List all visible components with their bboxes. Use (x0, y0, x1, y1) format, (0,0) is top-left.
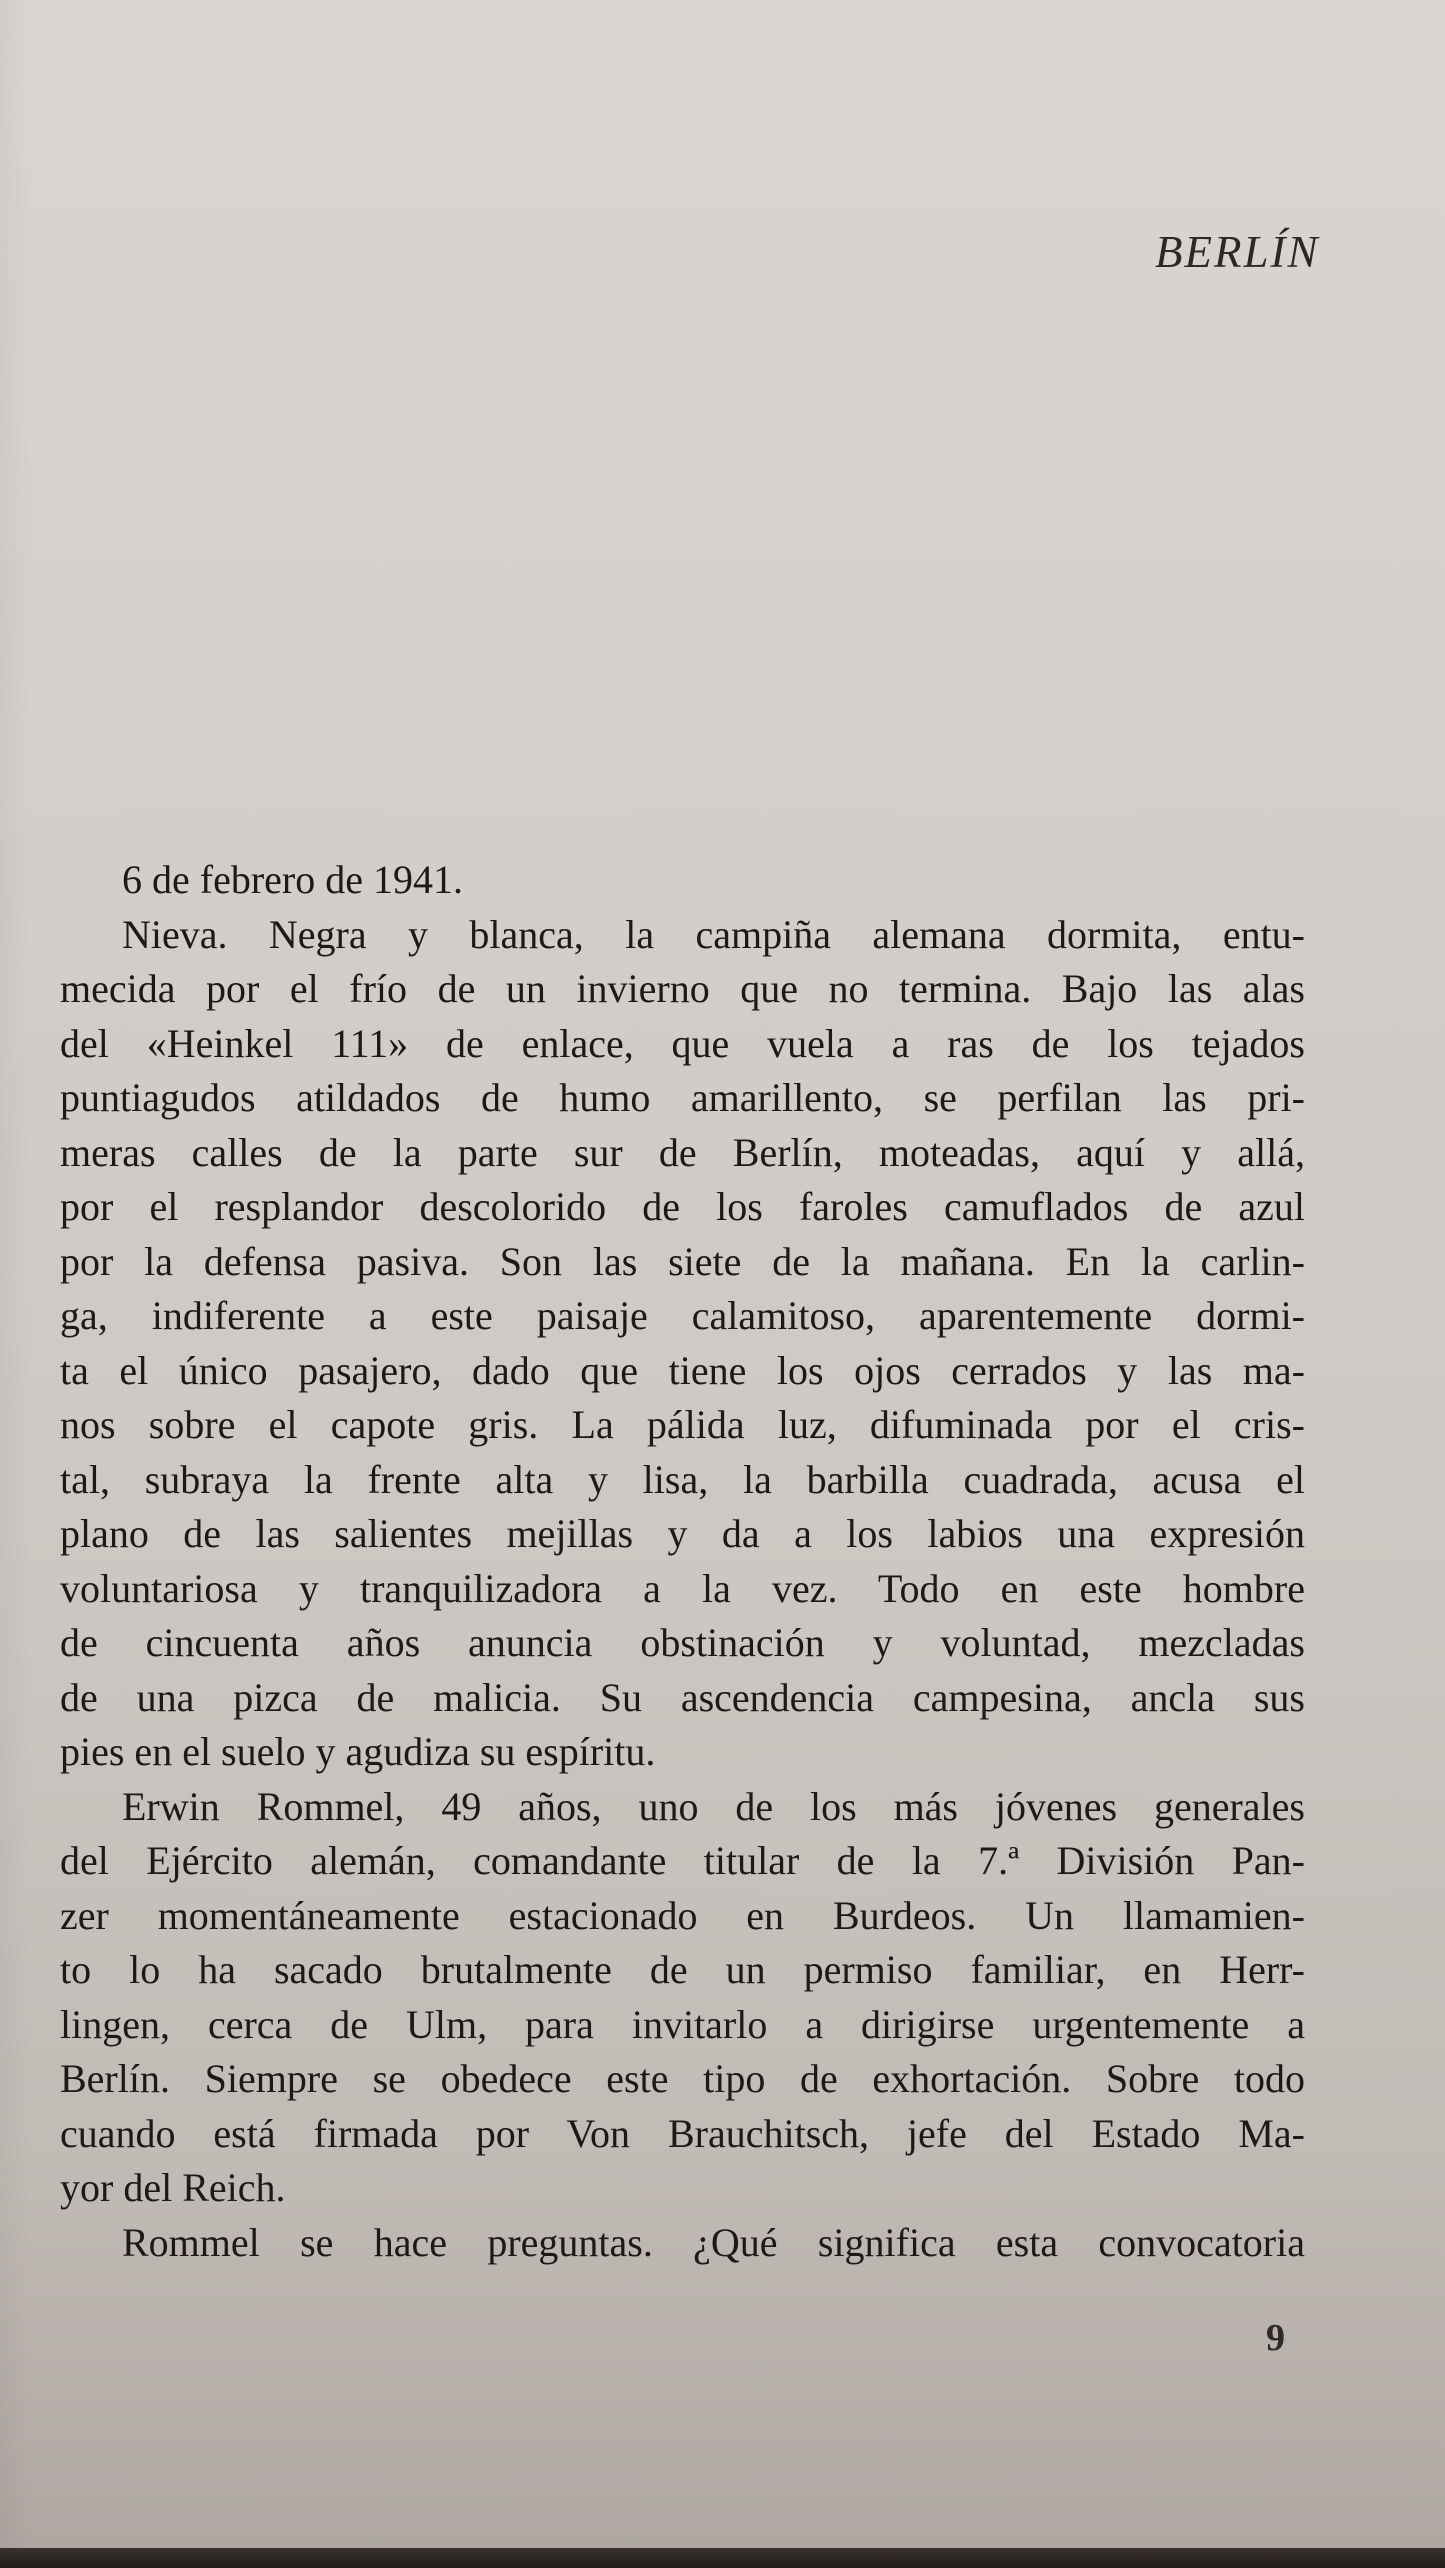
text-line: nos sobre el capote gris. La pálida luz, difuminada por el cris- (60, 1402, 1305, 1447)
text-line: puntiagudos atildados de humo amarillento, se perfilan las pri- (60, 1075, 1305, 1120)
text-line: pies en el suelo y agudiza su espíritu. (60, 1729, 656, 1774)
page-number: 9 (1266, 2317, 1285, 2359)
text-line: mecida por el frío de un invierno que no termina. Bajo las alas (60, 966, 1305, 1011)
text-line: zer momentáneamente estacionado en Burdeos. Un llamamien- (60, 1892, 1305, 1938)
show-through-text (60, 220, 1360, 780)
text-line: del «Heinkel 111» de enlace, que vuela a ras de los tejados (60, 1020, 1305, 1066)
text-line: yor del Reich. (60, 2165, 286, 2210)
text-line: meras calles de la parte sur de Berlín, moteadas, aquí y allá, (60, 1129, 1305, 1175)
text-line: lingen, cerca de Ulm, para invitarlo a dirigirse urgentemente a (60, 2001, 1305, 2047)
text-line: voluntariosa y tranquilizadora a la vez. Todo en este hombre (60, 1565, 1305, 1611)
text-line: to lo ha sacado brutalmente de un permiso familiar, en Herr- (60, 1947, 1305, 1992)
text-line: Rommel se hace preguntas. ¿Qué significa esta convocatoria (122, 2219, 1305, 2265)
text-line: Berlín. Siempre se obedece este tipo de exhortación. Sobre todo (60, 2056, 1305, 2101)
text-line: cuando está firmada por Von Brauchitsch, jefe del Estado Ma- (60, 2110, 1305, 2156)
text-line: del Ejército alemán, comandante titular de la 7.ª División Pan- (60, 1838, 1305, 1883)
text-line: tal, subraya la frente alta y lisa, la barbilla cuadrada, acusa el (60, 1456, 1305, 1502)
running-head: BERLÍN (1155, 227, 1320, 277)
text-line: Nieva. Negra y blanca, la campiña alemana dormita, entu- (122, 911, 1305, 957)
text-line: ga, indiferente a este paisaje calamitoso, aparentemente dormi- (60, 1293, 1305, 1338)
body-text (60, 853, 1305, 2270)
text-line: por el resplandor descolorido de los faroles camuflados de azul (60, 1184, 1305, 1229)
text-line: plano de las salientes mejillas y da a los labios una expresión (60, 1511, 1305, 1556)
book-bottom-edge (0, 2548, 1445, 2568)
text-line: Erwin Rommel, 49 años, uno de los más jóvenes generales (122, 1783, 1305, 1829)
date-line: 6 de febrero de 1941. (122, 857, 463, 902)
text-line: de una pizca de malicia. Su ascendencia campesina, ancla sus (60, 1674, 1305, 1720)
text-line: ta el único pasajero, dado que tiene los ojos cerrados y las ma- (60, 1347, 1305, 1393)
text-line: por la defensa pasiva. Son las siete de la mañana. En la carlin- (60, 1238, 1305, 1284)
text-line: de cincuenta años anuncia obstinación y voluntad, mezcladas (60, 1620, 1305, 1665)
